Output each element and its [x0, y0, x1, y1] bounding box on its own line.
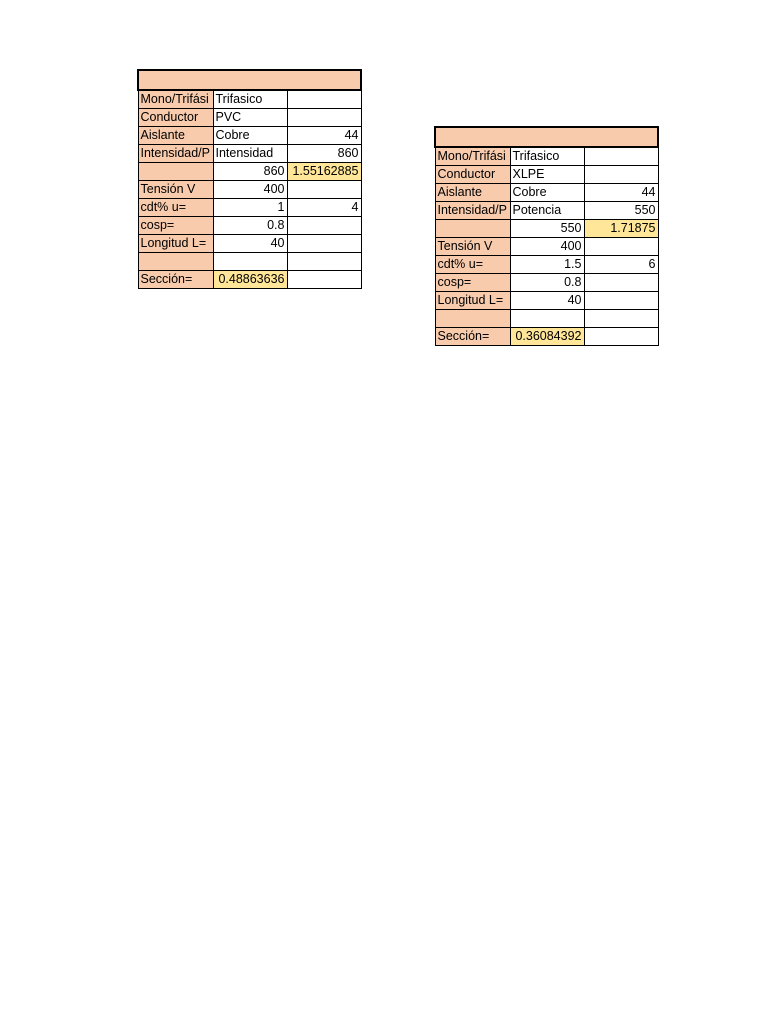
- label-cell[interactable]: Intensidad/P: [138, 145, 213, 163]
- extra-cell[interactable]: [287, 90, 361, 109]
- table-row: [435, 184, 658, 202]
- label-cell[interactable]: Conductor: [435, 166, 510, 184]
- result-cell[interactable]: 1.71875: [584, 220, 658, 238]
- table-header-row: [435, 127, 658, 147]
- extra-cell[interactable]: 4: [287, 199, 361, 217]
- table-row: [138, 270, 361, 288]
- label-cell[interactable]: Aislante: [138, 127, 213, 145]
- value-cell[interactable]: [213, 253, 287, 271]
- label-cell[interactable]: cosp=: [435, 274, 510, 292]
- label-cell[interactable]: Tensión V: [435, 238, 510, 256]
- table-row: [435, 202, 658, 220]
- label-cell[interactable]: Longitud L=: [138, 235, 213, 253]
- table-row: [138, 163, 361, 181]
- table-row: [138, 253, 361, 271]
- extra-cell[interactable]: [584, 310, 658, 328]
- extra-cell[interactable]: [584, 166, 658, 184]
- table-row: [138, 199, 361, 217]
- table-row: [138, 217, 361, 235]
- label-cell[interactable]: Intensidad/P: [435, 202, 510, 220]
- table-header-row: [138, 70, 361, 90]
- extra-cell[interactable]: 44: [584, 184, 658, 202]
- value-cell[interactable]: Trifasico: [213, 90, 287, 109]
- extra-cell[interactable]: 44: [287, 127, 361, 145]
- value-cell[interactable]: 550: [510, 220, 584, 238]
- result-cell[interactable]: 0.36084392: [510, 327, 584, 345]
- label-cell[interactable]: Sección=: [435, 327, 510, 345]
- result-cell[interactable]: 1.55162885: [287, 163, 361, 181]
- table-row: [435, 327, 658, 345]
- extra-cell[interactable]: [287, 253, 361, 271]
- extra-cell[interactable]: [584, 327, 658, 345]
- table-row: [435, 310, 658, 328]
- value-cell[interactable]: Trifasico: [510, 147, 584, 166]
- table-row: [138, 145, 361, 163]
- extra-cell[interactable]: [584, 147, 658, 166]
- table-row: [138, 235, 361, 253]
- value-cell[interactable]: 400: [510, 238, 584, 256]
- extra-cell[interactable]: [287, 270, 361, 288]
- value-cell[interactable]: Intensidad: [213, 145, 287, 163]
- extra-cell[interactable]: [584, 274, 658, 292]
- calc-table-1: [137, 69, 362, 289]
- extra-cell[interactable]: [584, 238, 658, 256]
- table-row: [138, 127, 361, 145]
- value-cell[interactable]: 400: [213, 181, 287, 199]
- extra-cell[interactable]: 550: [584, 202, 658, 220]
- label-cell[interactable]: cosp=: [138, 217, 213, 235]
- label-cell[interactable]: [138, 163, 213, 181]
- label-cell[interactable]: Sección=: [138, 270, 213, 288]
- value-cell[interactable]: 0.8: [213, 217, 287, 235]
- value-cell[interactable]: 860: [213, 163, 287, 181]
- value-cell[interactable]: Potencia: [510, 202, 584, 220]
- table-row: [138, 109, 361, 127]
- label-cell[interactable]: [435, 220, 510, 238]
- value-cell[interactable]: [510, 310, 584, 328]
- value-cell[interactable]: 1.5: [510, 256, 584, 274]
- label-cell[interactable]: Conductor: [138, 109, 213, 127]
- table-row: [435, 274, 658, 292]
- table-row: [435, 166, 658, 184]
- table-row: [435, 238, 658, 256]
- value-cell[interactable]: PVC: [213, 109, 287, 127]
- table-row: [435, 292, 658, 310]
- calc-table-2: [434, 126, 659, 346]
- extra-cell[interactable]: 860: [287, 145, 361, 163]
- table-row: [138, 181, 361, 199]
- value-cell[interactable]: 1: [213, 199, 287, 217]
- result-cell[interactable]: 0.48863636: [213, 270, 287, 288]
- label-cell[interactable]: Aislante: [435, 184, 510, 202]
- table-row: [435, 256, 658, 274]
- extra-cell[interactable]: [287, 217, 361, 235]
- label-cell[interactable]: [138, 253, 213, 271]
- extra-cell[interactable]: [287, 181, 361, 199]
- table-row: [435, 220, 658, 238]
- label-cell[interactable]: Mono/Trifási: [138, 90, 213, 109]
- header-cell[interactable]: [138, 70, 361, 90]
- extra-cell[interactable]: 6: [584, 256, 658, 274]
- value-cell[interactable]: 40: [213, 235, 287, 253]
- value-cell[interactable]: XLPE: [510, 166, 584, 184]
- extra-cell[interactable]: [584, 292, 658, 310]
- value-cell[interactable]: Cobre: [510, 184, 584, 202]
- label-cell[interactable]: [435, 310, 510, 328]
- extra-cell[interactable]: [287, 109, 361, 127]
- value-cell[interactable]: Cobre: [213, 127, 287, 145]
- table-row: [138, 90, 361, 109]
- label-cell[interactable]: cdt% u=: [435, 256, 510, 274]
- label-cell[interactable]: cdt% u=: [138, 199, 213, 217]
- label-cell[interactable]: Mono/Trifási: [435, 147, 510, 166]
- label-cell[interactable]: Tensión V: [138, 181, 213, 199]
- extra-cell[interactable]: [287, 235, 361, 253]
- label-cell[interactable]: Longitud L=: [435, 292, 510, 310]
- header-cell[interactable]: [435, 127, 658, 147]
- value-cell[interactable]: 40: [510, 292, 584, 310]
- table-row: [435, 147, 658, 166]
- value-cell[interactable]: 0.8: [510, 274, 584, 292]
